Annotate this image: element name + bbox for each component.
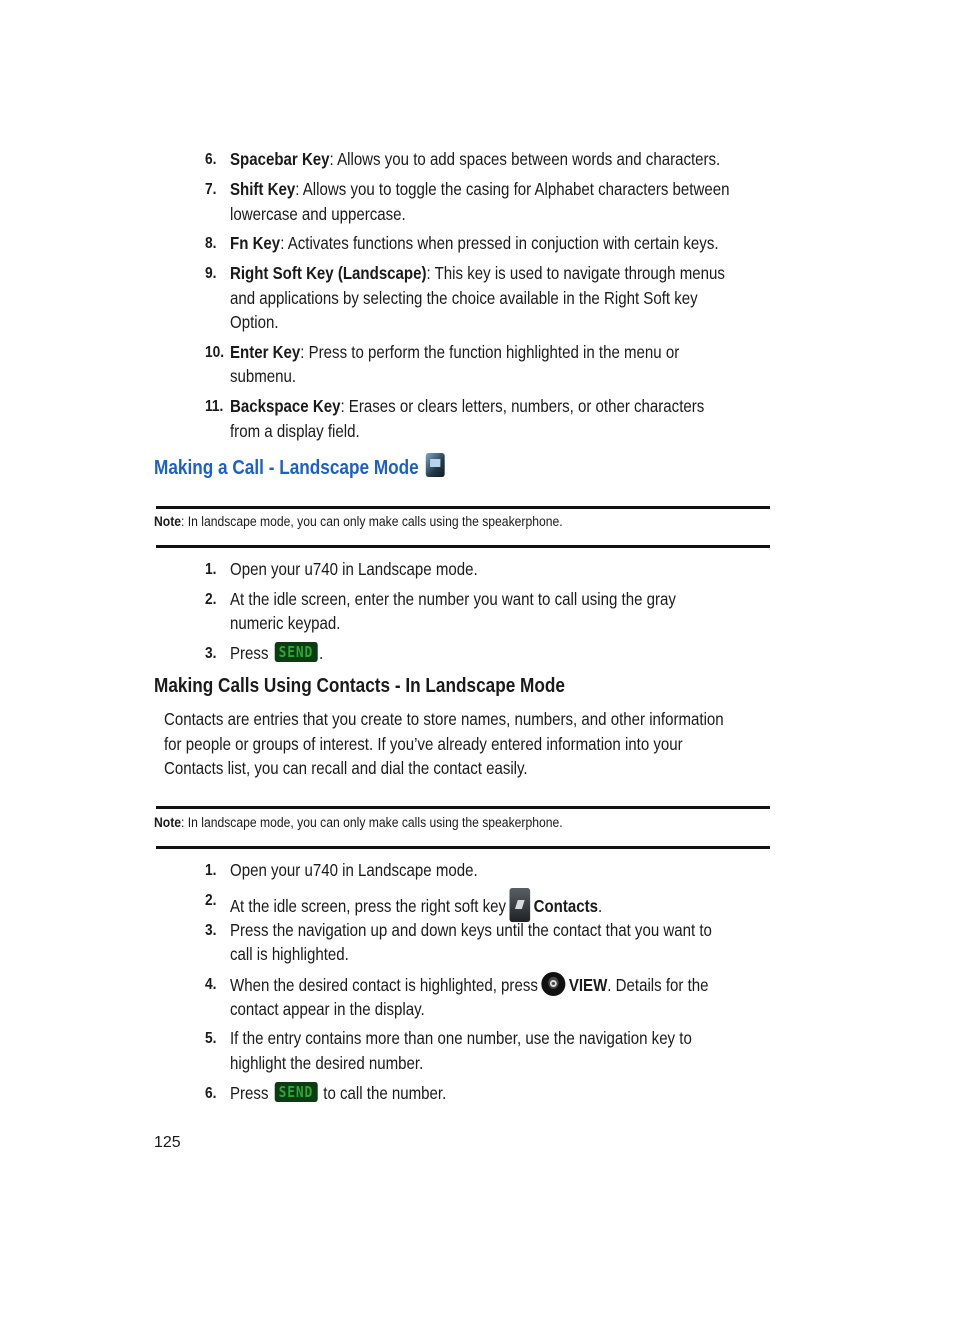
term: Backspace Key — [230, 396, 341, 416]
list-item-shift — [230, 177, 729, 201]
step-number: 5. — [205, 1030, 217, 1047]
step-number: 4. — [205, 976, 217, 993]
list-item-right-soft-key — [230, 261, 725, 285]
step-text: If the entry contains more than one number, use the navigation key to — [230, 1028, 692, 1048]
list-number: 9. — [205, 265, 217, 282]
description-continued: lowercase and uppercase. — [230, 204, 406, 224]
step-text-after: . Details for the — [607, 975, 709, 995]
step-text-after: . — [319, 643, 324, 663]
send-key-label: SEND — [278, 643, 314, 661]
note-rule-top — [156, 806, 770, 809]
note-rule-bottom — [156, 846, 770, 849]
step-number: 2. — [205, 591, 217, 608]
ok-key-icon — [541, 972, 565, 996]
list-number: 11. — [205, 398, 224, 415]
step-text: At the idle screen, enter the number you want to call using the gray — [230, 589, 676, 609]
step-text: Open your u740 in Landscape mode. — [230, 559, 478, 579]
description: : This key is used to navigate through menus — [426, 263, 725, 283]
page-number: 125 — [154, 1134, 181, 1151]
description-continued: Option. — [230, 312, 279, 332]
description: : Activates functions when pressed in conjuction with certain keys. — [280, 233, 719, 253]
step-number: 3. — [205, 922, 217, 939]
step-number: 1. — [205, 862, 217, 879]
step-text-continued: call is highlighted. — [230, 944, 349, 964]
step-text — [230, 1081, 446, 1105]
step-number: 2. — [205, 892, 217, 909]
note-text: : In landscape mode, you can only make calls using the speakerphone. — [181, 815, 563, 830]
list-number: 6. — [205, 151, 217, 168]
step-text-after: to call the number. — [323, 1083, 447, 1103]
section-heading-landscape-call — [154, 453, 445, 481]
heading-text: Making a Call - Landscape Mode — [154, 457, 419, 479]
section-heading-contacts: Making Calls Using Contacts - In Landscape Mode — [154, 675, 565, 697]
term: Enter Key — [230, 342, 301, 362]
step-text-continued: highlight the desired number. — [230, 1053, 424, 1073]
description-continued: submenu. — [230, 366, 297, 386]
list-number: 10. — [205, 344, 225, 361]
step-text-before: Press — [230, 643, 269, 663]
description: : Allows you to add spaces between words and characters. — [329, 149, 721, 169]
step-text-after: . — [597, 896, 603, 916]
term: Shift Key — [230, 179, 296, 199]
paragraph-line: for people or groups of interest. If you’ve already entered information into your — [164, 734, 683, 754]
note-label: Note — [154, 815, 181, 830]
step-text — [230, 888, 602, 922]
note-label: Note — [154, 514, 181, 529]
term: Spacebar Key — [230, 149, 330, 169]
step-text: Open your u740 in Landscape mode. — [230, 860, 478, 880]
note-text: : In landscape mode, you can only make calls using the speakerphone. — [181, 514, 563, 529]
note — [154, 814, 563, 832]
step-text-before: When the desired contact is highlighted, press — [230, 975, 538, 995]
step-text-before: At the idle screen, press the right soft key — [230, 896, 507, 916]
term: Right Soft Key (Landscape) — [230, 263, 427, 283]
step-text — [230, 972, 709, 997]
step-text-continued: numeric keypad. — [230, 613, 341, 633]
step-number: 1. — [205, 561, 217, 578]
send-key-icon — [274, 642, 317, 662]
right-soft-key-icon — [510, 888, 531, 922]
term: Fn Key — [230, 233, 281, 253]
step-number: 3. — [205, 645, 217, 662]
description-continued: from a display field. — [230, 421, 360, 441]
note-rule-bottom — [156, 545, 770, 548]
list-item-enter — [230, 340, 679, 364]
step-text-bold: VIEW — [568, 975, 608, 995]
list-item-spacebar — [230, 147, 720, 171]
list-number: 8. — [205, 235, 217, 252]
landscape-mode-icon — [426, 453, 445, 477]
step-text: Press the navigation up and down keys until the contact that you want to — [230, 920, 712, 940]
send-key-label: SEND — [278, 1083, 314, 1101]
list-item-backspace — [230, 394, 704, 418]
step-number: 6. — [205, 1085, 217, 1102]
list-number: 7. — [205, 181, 217, 198]
step-text-before: Press — [230, 1083, 269, 1103]
step-text-bold: Contacts — [533, 896, 598, 916]
description: : Erases or clears letters, numbers, or other characters — [340, 396, 705, 416]
note — [154, 513, 563, 531]
description-continued: and applications by selecting the choice available in the Right Soft key — [230, 288, 698, 308]
description: : Allows you to toggle the casing for Alphabet characters between — [295, 179, 730, 199]
send-key-icon — [274, 1082, 317, 1102]
note-rule-top — [156, 506, 770, 509]
paragraph-line: Contacts list, you can recall and dial the contact easily. — [164, 758, 528, 778]
step-text-continued: contact appear in the display. — [230, 999, 425, 1019]
list-item-fn — [230, 231, 719, 255]
paragraph-line: Contacts are entries that you create to store names, numbers, and other information — [164, 709, 724, 729]
description: : Press to perform the function highlighted in the menu or — [300, 342, 680, 362]
step-text — [230, 641, 323, 665]
